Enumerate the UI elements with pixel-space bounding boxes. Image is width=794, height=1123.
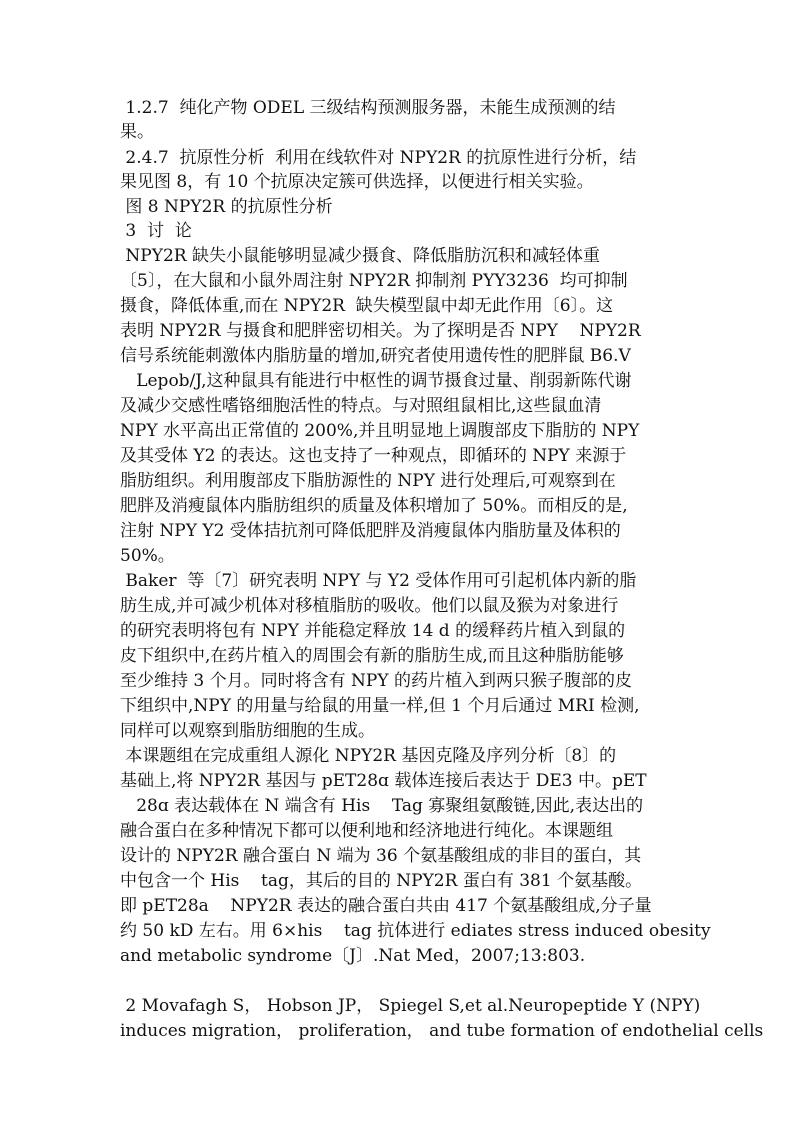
figure-caption: 图 8 NPY2R 的抗原性分析 [120,197,333,217]
text-line: 脂肪组织。利用腹部皮下脂肪源性的 NPY 进行处理后,可观察到在 [120,471,616,491]
text-line: 同样可以观察到脂肪细胞的生成。 [120,721,375,741]
text-line: 注射 NPY Y2 受体拮抗剂可降低肥胖及消瘦鼠体内脂肪量及体积的 [120,521,621,541]
section-heading-discussion: 3 讨 论 [120,221,192,241]
text-line: 及减少交感性嗜铬细胞活性的特点。与对照组鼠相比,这些鼠血清 [120,396,602,416]
text-line: 约 50 kD 左右。用 6×his tag 抗体进行 ediates stress induced obesity [120,921,711,941]
text-line: 〔5〕，在大鼠和小鼠外周注射 NPY2R 抑制剂 PYY3236 均可抑制 [120,271,628,291]
text-line: 即 pET28a NPY2R 表达的融合蛋白共由 417 个氨基酸组成,分子量 [120,896,652,916]
text-line: 肥胖及消瘦鼠体内脂肪组织的质量及体积增加了 50%。而相反的是, [120,496,628,516]
text-line: 信号系统能刺激体内脂肪量的增加,研究者使用遗传性的肥胖鼠 B6.V [120,346,631,366]
text-line: 的研究表明将包有 NPY 并能稳定释放 14 d 的缓释药片植入到鼠的 [120,621,626,641]
text-line: 中包含一个 His tag，其后的目的 NPY2R 蛋白有 381 个氨基酸。 [120,871,643,891]
text-line: 肪生成,并可减少机体对移植脂肪的吸收。他们以鼠及猴为对象进行 [120,596,619,616]
text-line: Lepob/J,这种鼠具有能进行中枢性的调节摄食过量、削弱新陈代谢 [120,371,632,391]
text-line: 融合蛋白在多种情况下都可以便利地和经济地进行纯化。本课题组 [120,821,613,841]
text-line: 表明 NPY2R 与摄食和肥胖密切相关。为了探明是否 NPY NPY2R [120,321,641,341]
reference-line: induces migration， proliferation， and tube formation of endothelial cells [120,1021,764,1041]
text-line: 设计的 NPY2R 融合蛋白 N 端为 36 个氨基酸组成的非目的蛋白，其 [120,846,642,866]
text-line: 下组织中,NPY 的用量与给鼠的用量一样,但 1 个月后通过 MRI 检测, [120,696,640,716]
reference-line: 2 Movafagh S， Hobson JP， Spiegel S,et al.Neuropeptide Y (NPY) [120,996,701,1016]
text-line: 50%。 [120,546,175,566]
text-line-1-2-7-heading: 1.2.7 纯化产物 ODEL 三级结构预测服务器，未能生成预测的结 [120,98,616,118]
text-line: 果见图 8，有 10 个抗原决定簇可供选择，以便进行相关实验。 [120,172,594,192]
text-line: 基础上,将 NPY2R 基因与 pET28ɑ 载体连接后表达于 DE3 中。pET [120,771,647,791]
text-line: Baker 等〔7〕研究表明 NPY 与 Y2 受体作用可引起机体内新的脂 [120,571,637,591]
text-line: 及其受体 Y2 的表达。这也支持了一种观点，即循环的 NPY 来源于 [120,446,627,466]
text-line: 果。 [120,122,154,142]
text-line: 28ɑ 表达载体在 N 端含有 His Tag 寡聚组氨酸链,因此,表达出的 [120,796,644,816]
text-line: 至少维持 3 个月。同时将含有 NPY 的药片植入到两只猴子腹部的皮 [120,671,632,691]
text-line: NPY 水平高出正常值的 200%,并且明显地上调腹部皮下脂肪的 NPY [120,421,640,441]
text-line: 皮下组织中,在药片植入的周围会有新的脂肪生成,而且这种脂肪能够 [120,646,624,666]
reference-line: and metabolic syndrome〔J〕.Nat Med，2007;13:803. [120,946,586,966]
text-line-2-4-7-heading: 2.4.7 抗原性分析 利用在线软件对 NPY2R 的抗原性进行分析，结 [120,148,637,168]
text-line: NPY2R 缺失小鼠能够明显减少摄食、降低脂肪沉积和减轻体重 [120,246,600,266]
text-line: 本课题组在完成重组人源化 NPY2R 基因克隆及序列分析〔8〕的 [120,746,617,766]
text-line: 摄食，降低体重,而在 NPY2R 缺失模型鼠中却无此作用〔6〕。这 [120,296,614,316]
